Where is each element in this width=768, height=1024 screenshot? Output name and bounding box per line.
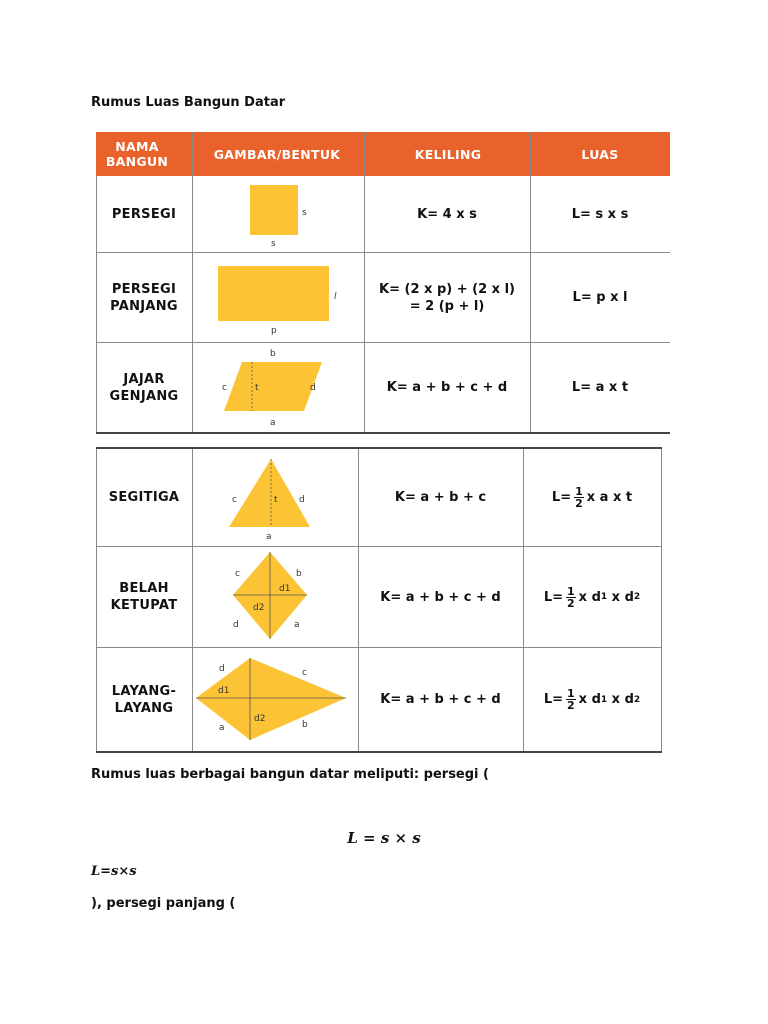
label-d2: d2 — [253, 603, 265, 613]
fraction-half — [566, 688, 576, 711]
label-b: b — [302, 720, 308, 730]
label-d2: d2 — [254, 714, 266, 724]
keliling-line-2: = 2 (p + l) — [409, 298, 485, 314]
label-a: a — [219, 723, 225, 733]
label-a: a — [294, 620, 300, 630]
row-luas-belah-ketupat: L= $\frac{1}{2}$ x d 1 x d 2 — [543, 584, 641, 610]
row-name-layang-layang — [96, 648, 192, 751]
row-keliling-jajar-genjang: K= a + b + c + d — [386, 380, 508, 395]
row-keliling-layang-layang: K= a + b + c + d — [380, 692, 501, 707]
luas-prefix: L= — [551, 490, 572, 505]
luas-suffix: x d — [578, 692, 601, 707]
label-d: d — [219, 664, 225, 674]
table-header — [96, 132, 670, 176]
row-keliling-segitiga: K= a + b + c — [394, 490, 487, 505]
label-s: s — [271, 239, 276, 249]
row-luas-jajar-genjang: L= a x t — [571, 380, 629, 395]
label-l: l — [334, 292, 337, 302]
label-c: c — [302, 668, 307, 678]
header-nama-bangun: NAMA BANGUN — [105, 139, 169, 169]
fraction-numerator: 1 — [575, 485, 583, 498]
row-name-text: LAYANG-LAYANG — [111, 683, 177, 716]
rhombus-shape-icon — [192, 547, 358, 647]
label-b: b — [270, 349, 276, 359]
row-name-belah-ketupat — [96, 547, 192, 647]
label-p: p — [271, 326, 277, 336]
fraction-denominator: 2 — [575, 497, 583, 510]
parallelogram-shape-icon — [192, 343, 364, 432]
row-luas-persegi: L= s x s — [571, 206, 629, 222]
display-formula: L = s × s — [347, 829, 421, 847]
header-luas: LUAS — [581, 146, 619, 162]
intro-paragraph: Rumus luas berbagai bangun datar meliputi: persegi ( — [91, 767, 489, 782]
header-keliling: KELILING — [414, 146, 482, 162]
row-luas-segitiga — [523, 449, 661, 546]
label-c: c — [235, 569, 240, 579]
label-a: a — [270, 418, 276, 428]
label-d: d — [299, 495, 305, 505]
luas-prefix: L= — [543, 692, 564, 707]
row-luas-layang-layang: L= $\frac{1}{2}$ x d 1 x d 2 — [543, 687, 641, 712]
row-name-text: JAJAR GENJANG — [109, 371, 179, 404]
continuation-text: ), persegi panjang ( — [91, 896, 236, 911]
row-name-text: PERSEGI PANJANG — [110, 281, 178, 314]
area-formula-table-part-2 — [96, 447, 662, 753]
label-d1: d1 — [279, 584, 291, 594]
row-name-persegi-panjang — [96, 253, 192, 342]
keliling-line-1: K= (2 x p) + (2 x l) — [379, 281, 515, 297]
header-gambar-bentuk: GAMBAR/BENTUK — [213, 146, 341, 162]
fraction-half — [574, 486, 584, 509]
divider — [661, 449, 662, 751]
fraction-half — [566, 586, 576, 609]
kite-shape-icon — [192, 648, 358, 751]
luas-prefix: L= — [543, 589, 564, 605]
rectangle-shape-icon — [192, 253, 364, 342]
row-name-text: BELAH KETUPAT — [110, 581, 178, 613]
label-c: c — [232, 495, 237, 505]
row-keliling-persegi: K= 4 x s — [417, 206, 477, 222]
fraction-numerator: 1 — [567, 687, 575, 700]
label-a: a — [266, 532, 272, 542]
row-keliling-persegi-panjang — [364, 253, 530, 342]
row-name-jajar-genjang — [96, 343, 192, 432]
area-formula-table-part-1 — [96, 132, 670, 434]
triangle-shape-icon — [192, 449, 358, 546]
fraction-denominator: 2 — [567, 699, 575, 712]
label-d: d — [233, 620, 239, 630]
label-t: t — [274, 495, 278, 505]
row-luas-persegi-panjang: L= p x l — [572, 290, 628, 305]
fraction-numerator: 1 — [567, 584, 575, 598]
luas-suffix: x a x t — [586, 490, 633, 505]
document-title: Rumus Luas Bangun Datar — [91, 95, 286, 110]
label-s: s — [302, 208, 307, 218]
label-t: t — [255, 383, 259, 393]
label-c: c — [222, 383, 227, 393]
inline-formula: L=s×s — [91, 864, 137, 879]
label-d: d — [310, 383, 316, 393]
row-keliling-belah-ketupat: K= a + b + c + d — [380, 589, 501, 605]
row-name-persegi: PERSEGI — [111, 206, 177, 222]
fraction-denominator: 2 — [567, 596, 575, 610]
label-d1: d1 — [218, 686, 230, 696]
luas-suffix: x d — [578, 589, 601, 605]
square-shape-icon — [192, 176, 364, 252]
label-b: b — [296, 569, 302, 579]
row-name-segitiga: SEGITIGA — [108, 490, 180, 505]
